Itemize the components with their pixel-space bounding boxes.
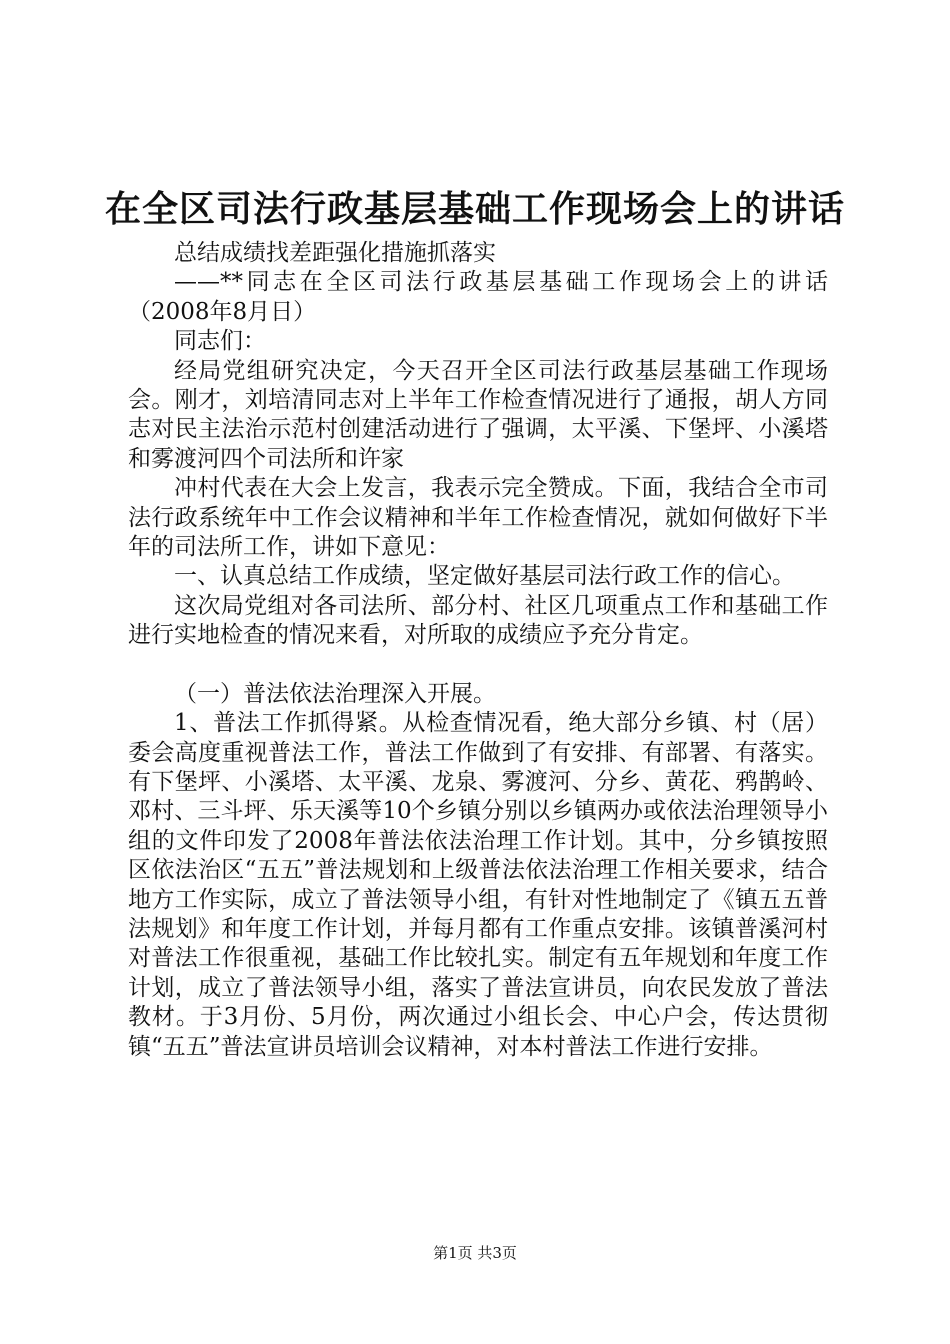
paragraph: 同志们：	[174, 328, 266, 355]
paragraph: 这次局党组对各司法所、部分村、社区几项重点工作和基础工作进行实地检查的情况来看，对所取的成绩应予充分肯定。	[128, 592, 828, 649]
section-heading: 一、认真总结工作成绩，坚定做好基层司法行政工作的信心。	[174, 563, 795, 590]
document-body	[128, 239, 828, 1062]
subsection-heading: （一）普法依法治理深入开展。	[174, 680, 496, 707]
paragraph: 总结成绩找差距强化措施抓落实	[174, 240, 496, 266]
paragraph: 经局党组研究决定，今天召开全区司法行政基层基础工作现场会。刚才，刘培清同志对上半年工作检查情况进行了通报，胡人方同志对民主法治示范村创建活动进行了强调，太平溪、下堡坪、小溪塔和雾渡河四个司法所和许家	[128, 357, 828, 472]
paragraph: 冲村代表在大会上发言，我表示完全赞成。下面，我结合全市司法行政系统年中工作会议精神和半年工作检查情况，就如何做好下半年的司法所工作，讲如下意见：	[128, 475, 828, 561]
page-number: 第1页 共3页	[433, 1244, 517, 1262]
document-title: 在全区司法行政基层基础工作现场会上的讲话	[104, 188, 845, 230]
paragraph: ——**同志在全区司法行政基层基础工作现场会上的讲话（2008年8月日）	[128, 269, 828, 325]
paragraph: 1、普法工作抓得紧。从检查情况看，绝大部分乡镇、村（居）委会高度重视普法工作，普法工作做到了有安排、有部署、有落实。有下堡坪、小溪塔、太平溪、龙泉、雾渡河、分乡、黄花、鸦鹊岭、邓村、三斗坪、乐天溪等10个乡镇分别以乡镇两办或依法治理领导小组的文件印发了2008年普法依法治理工作计划。其中，分乡镇按照区依法治区“五五”普法规划和上级普法依法治理工作相关要求，结合地方工作实际，成立了普法领导小组，有针对性地制定了《镇五五普法规划》和年度工作计划，并每月都有工作重点安排。该镇普溪河村对普法工作很重视，基础工作比较扎实。制定有五年规划和年度工作计划，成立了普法领导小组，落实了普法宣讲员，向农民发放了普法教材。于3月份、5月份，两次通过小组长会、中心户会，传达贯彻镇“五五”普法宣讲员培训会议精神，对本村普法工作进行安排。	[128, 710, 828, 1060]
